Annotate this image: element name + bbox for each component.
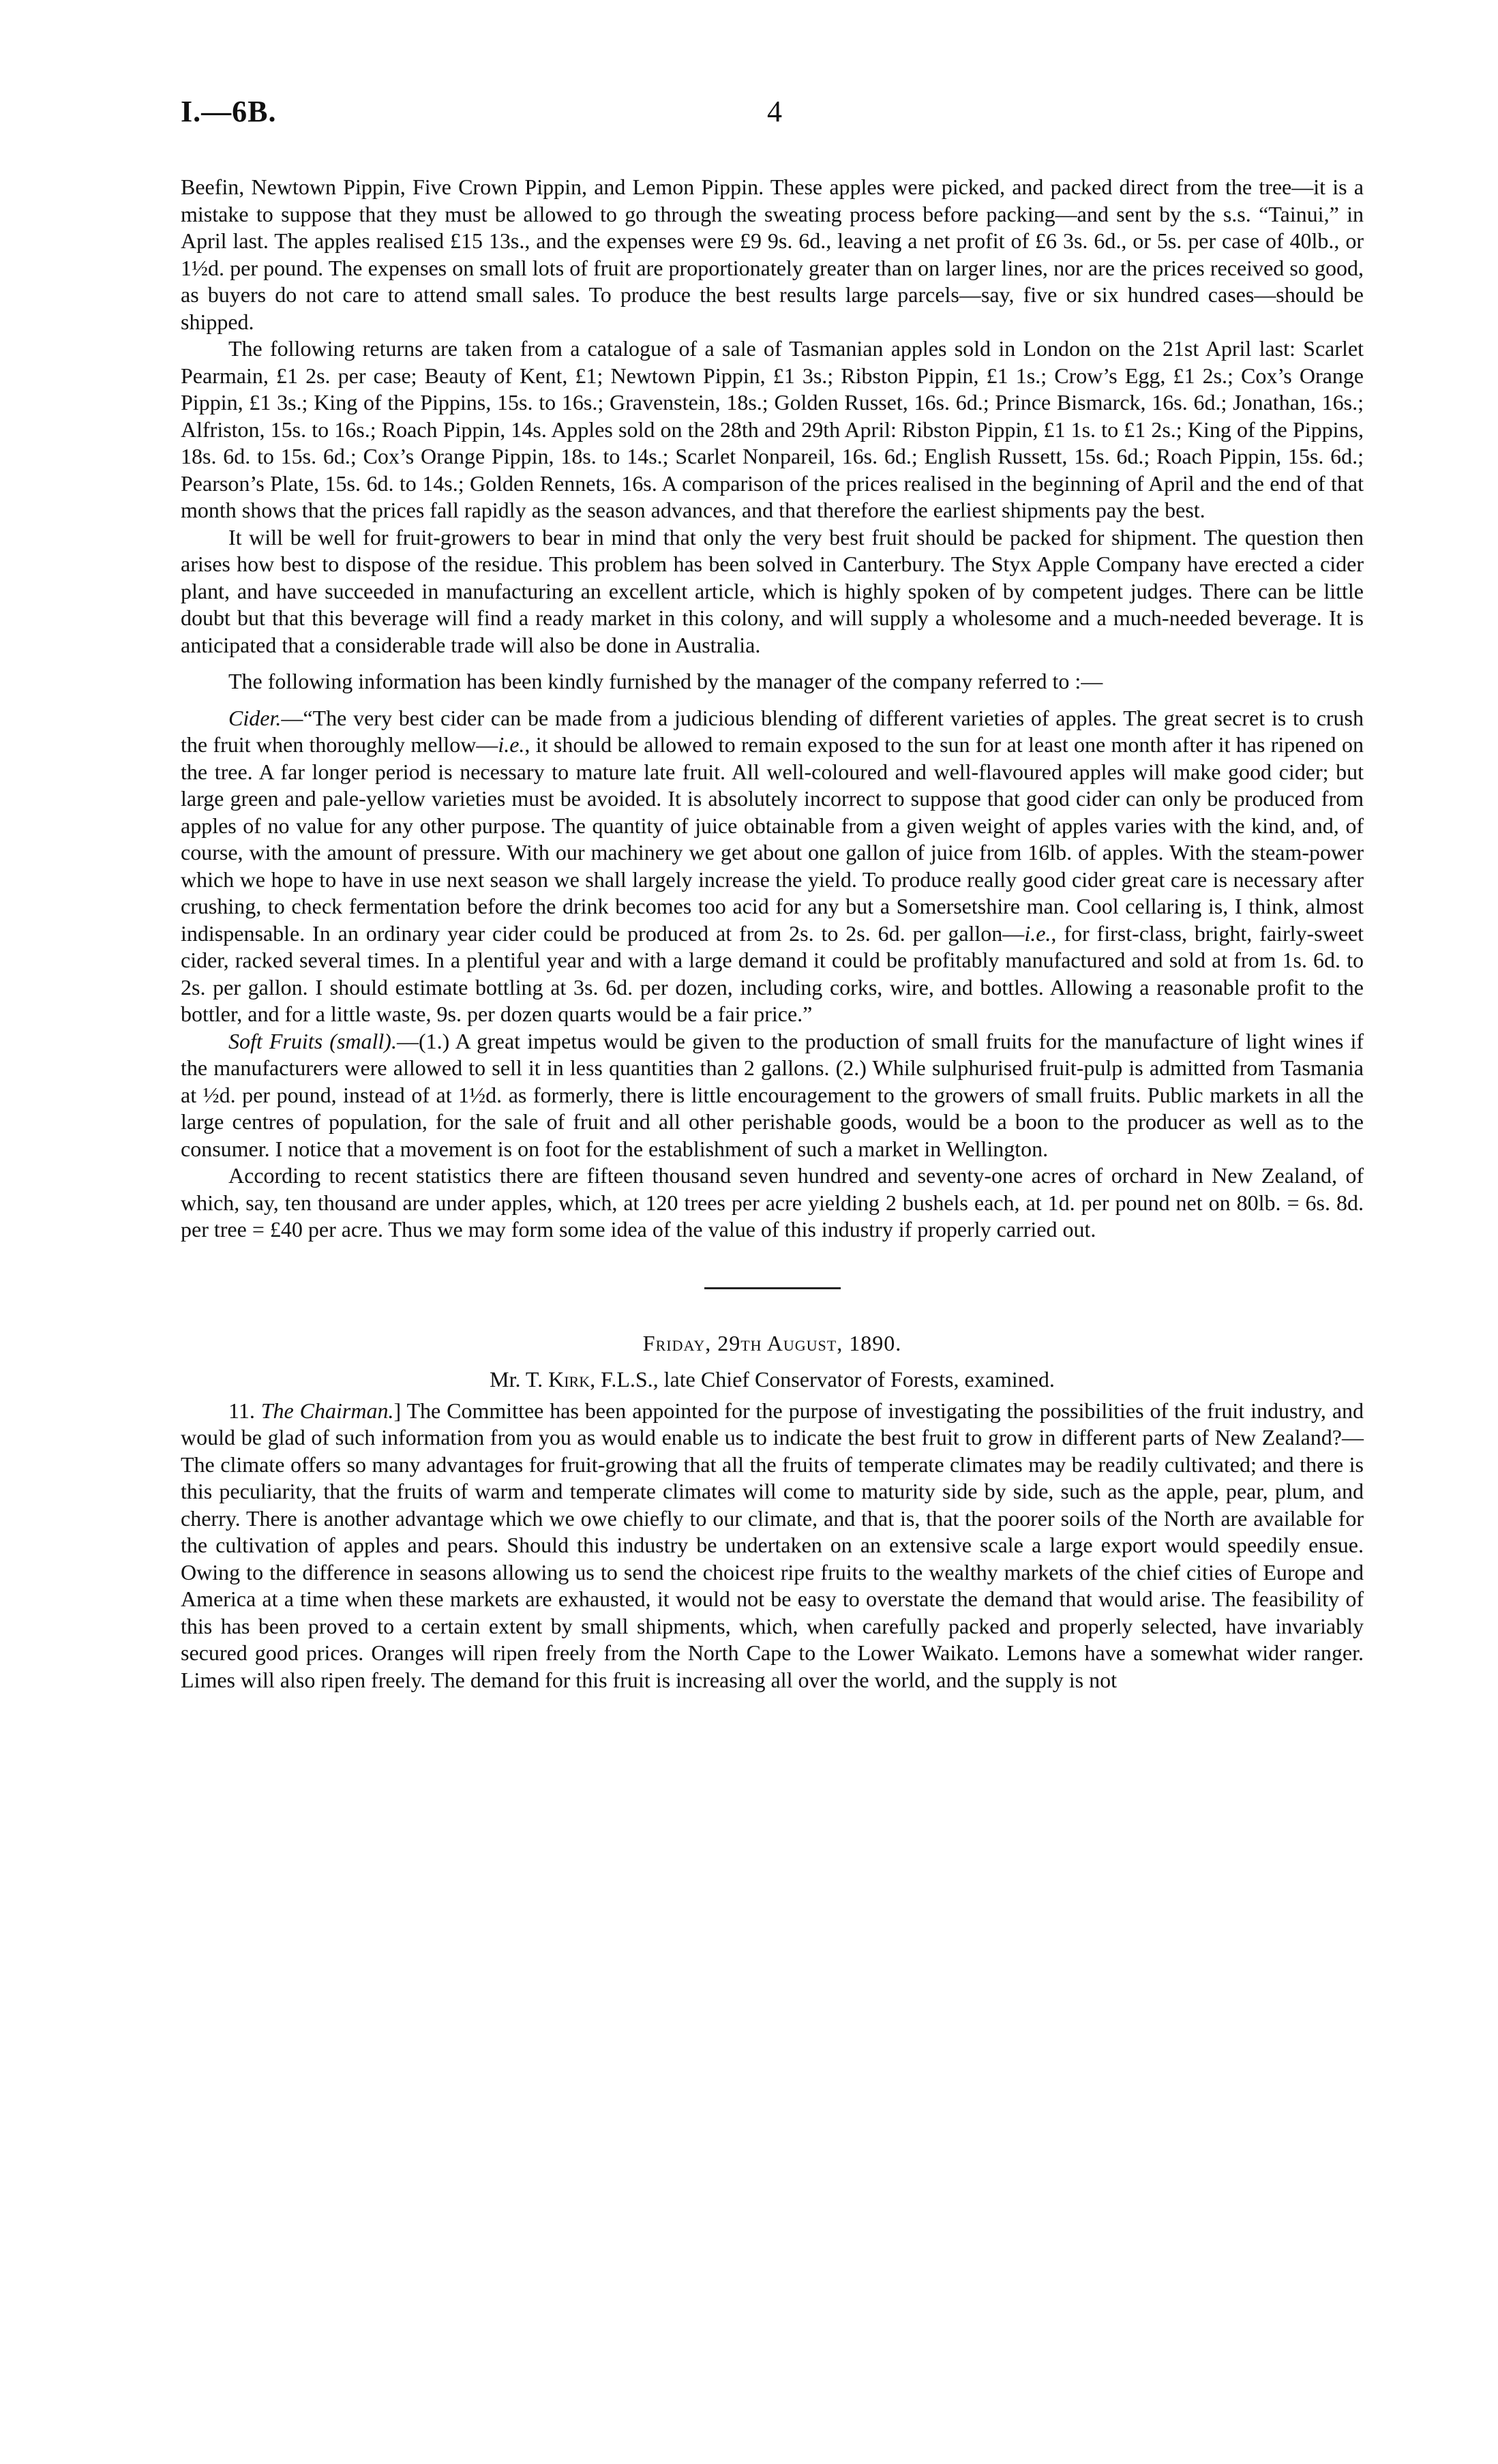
document-body: [181, 174, 1364, 1694]
witness-line: [181, 1366, 1364, 1394]
cider-text-part1: —“The very best cider can be made from a judicious blending of different varieties of apples. The great secret is to crush the fruit when thoroughly mellow—: [181, 705, 1364, 757]
page-number: 4: [767, 95, 782, 128]
question-speaker: The Chairman.: [260, 1398, 394, 1423]
soft-fruits-text: —(1.) A great impetus would be given to the production of small fruits for the manufacture of light wines if the manufacturers were allowed to sell it in less quantities than 2 gallons. (2.) While sulphurised fruit-pulp is admitted from Tasmania at ½d. per pound, instead of at 1½d. as formerly, there is little encouragement to the growers of small fruits. Public markets in all the large centres of population, for the sale of fruit and all other perishable goods, would be a boon to the producer as well as to the consumer. I notice that a movement is on foot for the establishment of such a market in Wellington.: [181, 1028, 1364, 1161]
page-header: [181, 94, 1364, 135]
paragraph-statistics: According to recent statistics there are fifteen thousand seven hundred and seventy-one acres of orchard in New Zealand, of which, say, ten thousand are under apples, which, at 120 trees per acre yielding 2 bushels each, at 1d. per pound net on 80lb. = 6s. 8d. per tree = £40 per acre. Thus we may form some idea of the value of this industry if properly carried out.: [181, 1163, 1364, 1242]
cider-heading: Cider.: [228, 705, 282, 730]
paragraph-soft-fruits: [181, 1028, 1364, 1163]
cider-ie-2: i.e.: [1024, 920, 1051, 946]
paragraph-tasmanian-returns: The following returns are taken from a catalogue of a sale of Tasmanian apples sold in London on the 21st April last: Scarlet Pearmain, £1 2s. per case; Beauty of Kent, £1; Newtown Pippin, £1 3s.; Ribston Pippin, £1 1s.; Crow’s Egg, £1 2s.; Cox’s Orange Pippin, £1 3s.; King of the Pippins, 15s. to 16s.; Gravenstein, 18s.; Golden Russet, 16s. 6d.; Prince Bismarck, 16s. 6d.; Jonathan, 16s.; Alfriston, 15s. to 16s.; Roach Pippin, 14s. Apples sold on the 28th and 29th April: Ribston Pippin, £1 1s. to £1 2s.; King of the Pippins, 18s. 6d. to 15s. 6d.; Cox’s Orange Pippin, 18s. to 14s.; Scarlet Nonpareil, 16s. 6d.; English Russett, 15s. 6d.; Roach Pippin, 15s. 6d.; Pearson’s Plate, 15s. 6d. to 14s.; Golden Rennets, 16s. A comparison of the prices realised in the beginning of April and the end of that month shows that the prices fall rapidly as the season advances, and that therefore the earliest shipments pay the best.: [181, 336, 1364, 522]
witness-suffix: , F.L.S., late Chief Conservator of Forests, examined.: [590, 1367, 1055, 1392]
paragraph-residue: It will be well for fruit-growers to bear in mind that only the very best fruit should be packed for shipment. The question then arises how best to dispose of the residue. This problem has been solved in Canterbury. The Styx Apple Company have erected a cider plant, and have succeeded in manufacturing an excellent article, which is highly spoken of by competent judges. There can be little doubt but that this beverage will find a ready market in this colony, and will supply a wholesome and a much-needed beverage. It is anticipated that a considerable trade will also be done in Australia.: [181, 524, 1364, 657]
witness-name: Kirk: [548, 1367, 590, 1392]
cider-ie-1: i.e.: [498, 732, 525, 757]
cider-text-part2: , it should be allowed to remain exposed to the sun for at least one month after it has ripened on the tree. A far longer period is necessary to mature late fruit. All well-coloured and well-flavoured apples will make good cider; but large green and pale-yellow varieties must be avoided. It is absolutely incorrect to suppose that good cider can only be produced from apples of no value for any other purpose. The quantity of juice obtainable from a given weight of apples varies with the kind, and, of course, with the amount of pressure. With our machinery we get about one gallon of juice from 16lb. of apples. With the steam-power which we hope to have in use next season we shall largely increase the yield. To produce really good cider great care is necessary after crushing, to check fermentation before the drink becomes too acid for any but a Somersetshire man. Cool cellaring is, I think, almost indispensable. In an ordinary year cider could be produced at from 2s. to 2s. 6d. per gallon—: [181, 732, 1364, 946]
witness-prefix: Mr. T.: [490, 1367, 549, 1392]
paragraph-cider: [181, 705, 1364, 1028]
paragraph-question-11: [181, 1398, 1364, 1694]
session-date: Friday, 29th August, 1890.: [642, 1330, 902, 1355]
paragraph-information-intro: The following information has been kindly furnished by the manager of the company referred to :—: [228, 669, 1103, 693]
section-divider: [704, 1287, 841, 1289]
question-number: 11.: [228, 1398, 261, 1423]
question-text: ] The Committee has been appointed for the purpose of investigating the possibilities of the fruit industry, and would be glad of such information from you as would enable us to indicate the best fruit to grow in different parts of New Zealand?—The climate offers so many advantages for fruit-growing that all the fruits of temperate climates may be readily cultivated; and there is this peculiarity, that the fruits of warm and temperate climates will come to maturity side by side, such as the apple, pear, plum, and cherry. There is another advantage which we owe chiefly to our climate, and that is, that the poorer soils of the North are available for the cultivation of apples and pears. Should this industry be undertaken on an extensive scale a large export would speedily ensue. Owing to the difference in seasons allowing us to send the choicest ripe fruits to the wealthy markets of the chief cities of Europe and America at a time when these markets are exhausted, it would not be easy to overstate the demand that would arise. The feasibility of this has been proved to a certain extent by small shipments, which, when carefully packed and properly selected, have invariably secured good prices. Oranges will ripen freely from the North Cape to the Lower Waikato. Lemons have a somewhat wider ranger. Limes will also ripen freely. The demand for this fruit is increasing all over the world, and the supply is not: [181, 1398, 1364, 1692]
soft-fruits-heading: Soft Fruits (small).: [228, 1028, 397, 1053]
paragraph-apple-shipment: Beefin, Newtown Pippin, Five Crown Pippin, and Lemon Pippin. These apples were picked, and packed direct from the tree—it is a mistake to suppose that they must be allowed to go through the sweating process before packing—and sent by the s.s. “Tainui,” in April last. The apples realised £15 13s., and the expenses were £9 9s. 6d., leaving a net profit of £6 3s. 6d., or 5s. per case of 40lb., or 1½d. per pound. The expenses on small lots of fruit are proportionately greater than on larger lines, nor are the prices received so good, as buyers do not care to attend small sales. To produce the best results large parcels—say, five or six hundred cases—should be shipped.: [181, 175, 1364, 334]
cider-text-part3: , for first-class, bright, fairly-sweet cider, racked several times. In a plentiful year and with a large demand it could be profitably manufactured and sold at from 1s. 6d. to 2s. per gallon. I should estimate bottling at 3s. 6d. per dozen, including corks, wire, and bottles. Allowing a reasonable profit to the bottler, and for a little waste, 9s. per dozen quarts would be a fair price.”: [181, 920, 1364, 1026]
document-reference: I.—6B.: [181, 95, 277, 128]
